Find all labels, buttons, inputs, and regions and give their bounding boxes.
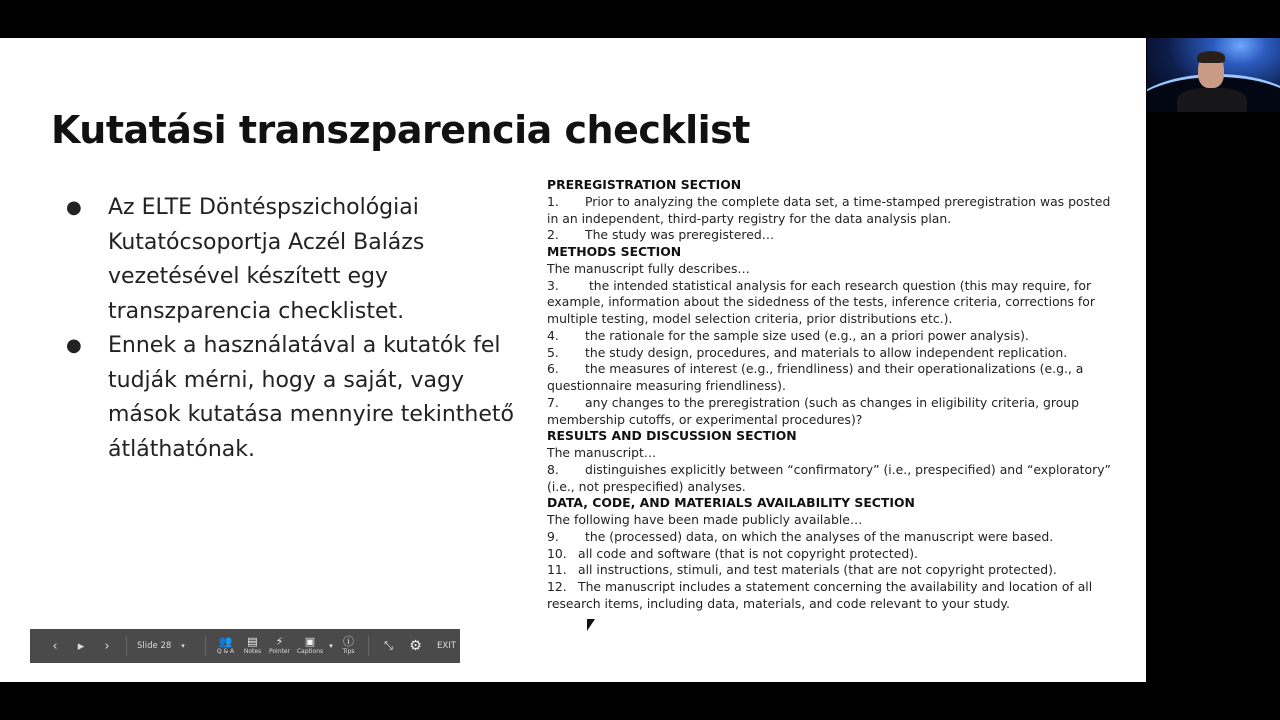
mouse-cursor-icon <box>587 619 595 631</box>
chevron-down-icon: ▾ <box>329 642 333 650</box>
checklist-item <box>547 361 1117 395</box>
checklist-section-header: PREREGISTRATION SECTION <box>547 177 742 192</box>
previous-slide-button[interactable]: ‹ <box>52 638 58 654</box>
checklist-item <box>547 579 1117 613</box>
checklist-intro-text: The manuscript fully describes… <box>547 260 750 276</box>
checklist-item-text: the rationale for the sample size used (e.g., an a priori power analysis). <box>585 327 1029 343</box>
pointer-label: Pointer <box>268 648 291 655</box>
exit-button[interactable]: EXIT <box>437 641 456 651</box>
checklist-item-text: distinguishes explicitly between “confirmatory” (i.e., prespecified) and “exploratory” (i.e., not prespecified) analyses. <box>547 461 1111 494</box>
checklist-intro-text: The manuscript… <box>547 445 657 460</box>
bullet-item <box>62 329 522 467</box>
captions-label: Captions <box>296 648 324 655</box>
checklist-item-text: The study was preregistered… <box>585 227 775 243</box>
checklist-section-header: DATA, CODE, AND MATERIALS AVAILABILITY SECTION <box>547 495 915 511</box>
notes-button[interactable] <box>239 629 266 663</box>
checklist-item-text: Prior to analyzing the complete data set, a time-stamped preregistration was posted in an independent, third-party registry for the data analysis plan. <box>547 193 1111 226</box>
play-button[interactable]: ▸ <box>77 638 85 654</box>
presentation-slide <box>0 38 1146 682</box>
checklist-item-text: any changes to the preregistration (such as changes in eligibility criteria, group membership cutoffs, or experimental procedures)? <box>547 394 1080 427</box>
tips-label: Tips <box>342 648 355 655</box>
gear-icon: ⚙ <box>409 638 422 654</box>
chevron-down-icon: ▾ <box>181 642 185 650</box>
qa-label: Q & A <box>216 648 235 655</box>
bullet-item <box>62 191 522 329</box>
exit-fullscreen-icon: ⤡ <box>384 639 393 652</box>
slide-selector-dropdown[interactable] <box>133 641 199 651</box>
checklist-item-number: 11. <box>547 562 567 578</box>
info-icon: ⓘ <box>343 635 354 648</box>
checklist-item-number: 9. <box>547 528 559 544</box>
checklist-item-number: 7. <box>547 394 559 410</box>
checklist-item <box>547 395 1117 429</box>
pointer-button[interactable] <box>266 629 293 663</box>
next-slide-button[interactable]: › <box>104 638 110 654</box>
captions-button[interactable] <box>293 629 327 663</box>
checklist-item-number: 3. <box>547 277 559 293</box>
bullet-list <box>62 191 522 467</box>
checklist-item <box>547 546 1117 563</box>
checklist-item <box>547 462 1117 496</box>
checklist-section-header: RESULTS AND DISCUSSION SECTION <box>547 428 797 444</box>
slide-number-label: Slide 28 <box>137 641 172 651</box>
webcam-video <box>1147 38 1280 112</box>
presenter-shoulders <box>1177 88 1247 112</box>
checklist-item <box>547 328 1117 345</box>
checklist-item <box>547 278 1117 328</box>
checklist-item-number: 4. <box>547 327 559 343</box>
checklist-section-header: METHODS SECTION <box>547 244 682 259</box>
checklist-item-number: 8. <box>547 461 559 477</box>
checklist-item-number: 1. <box>547 193 559 209</box>
checklist-item <box>547 345 1117 362</box>
checklist-item-number: 12. <box>547 579 567 594</box>
checklist-item-text: the intended statistical analysis for each research question (this may require, for example, information about the sidedness of the tests, inference criteria, corrections for multiple testing, model selection criteria, prior distributions etc.). <box>547 277 1095 326</box>
checklist-item-number: 5. <box>547 344 559 360</box>
checklist-item-number: 6. <box>547 361 559 377</box>
transparency-checklist <box>547 177 1117 613</box>
bullet-text: Az ELTE Döntéspszichológiai Kutatócsoportja Aczél Balázs vezetésével készített egy transzparencia checklistet. <box>108 195 425 324</box>
presenter-hair <box>1197 51 1225 63</box>
qa-button[interactable] <box>212 629 239 663</box>
checklist-item <box>547 227 1117 244</box>
checklist-item <box>547 529 1117 546</box>
checklist-item-number: 2. <box>547 227 559 243</box>
toolbar-divider <box>205 636 206 656</box>
bullet-dot: ● <box>66 335 82 356</box>
notes-icon: ▤ <box>247 635 258 648</box>
pointer-icon: ⚡ <box>275 635 284 648</box>
checklist-item-text: all instructions, stimuli, and test materials (that are not copyright protected). <box>578 562 1057 578</box>
checklist-item-number: 10. <box>547 545 567 561</box>
checklist-item-text: the measures of interest (e.g., friendliness) and their operationalizations (e.g., a questionnaire measuring friendliness). <box>547 361 1084 393</box>
notes-label: Notes <box>243 648 262 655</box>
captions-options-button[interactable] <box>327 629 335 663</box>
qa-icon: 👥 <box>218 635 233 648</box>
checklist-item-text: The manuscript includes a statement concerning the availability and location of all research items, including data, materials, and code relevant to your study. <box>547 579 1093 611</box>
checklist-item-text: the study design, procedures, and materials to allow independent replication. <box>585 344 1068 360</box>
presenter-toolbar <box>30 629 460 663</box>
captions-icon: ▣ <box>304 635 316 648</box>
checklist-item-text: all code and software (that is not copyright protected). <box>578 545 918 561</box>
checklist-item <box>547 194 1117 228</box>
checklist-intro-text: The following have been made publicly available… <box>547 512 863 527</box>
toolbar-divider <box>368 636 369 656</box>
slide-title: Kutatási transzparencia checklist <box>51 108 750 152</box>
checklist-item-text: the (processed) data, on which the analyses of the manuscript were based. <box>585 528 1054 544</box>
checklist-item <box>547 562 1117 579</box>
bullet-text: Ennek a használatával a kutatók fel tudják mérni, hogy a saját, vagy mások kutatása mennyire tekinthető átláthatónak. <box>108 333 514 462</box>
bullet-dot: ● <box>66 197 82 218</box>
exit-fullscreen-button[interactable] <box>375 629 402 663</box>
settings-button[interactable] <box>402 629 429 663</box>
tips-button[interactable] <box>335 629 362 663</box>
toolbar-divider <box>126 636 127 656</box>
